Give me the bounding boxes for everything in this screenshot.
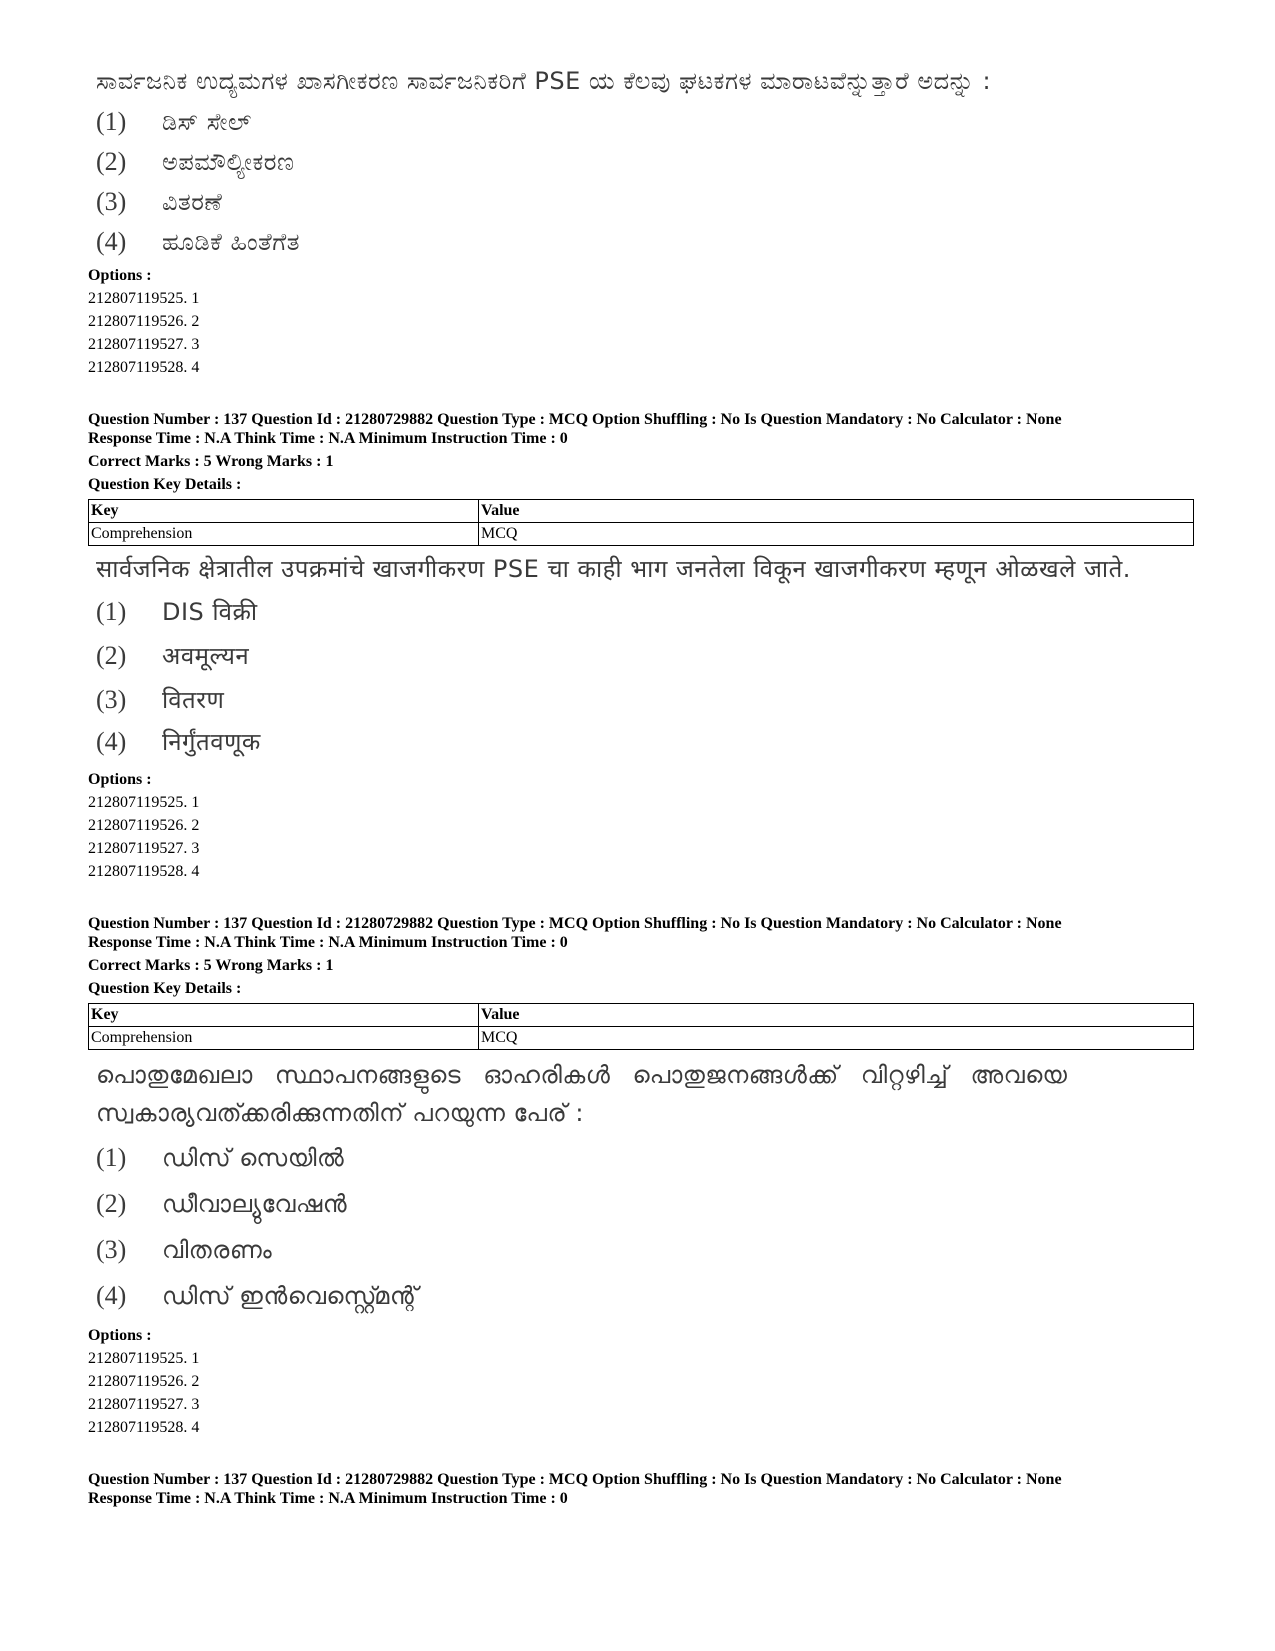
choice-text: ഡിസ് സെയിൽ — [162, 1144, 345, 1172]
choice-1 — [96, 102, 252, 142]
choice-number: (2) — [96, 147, 127, 176]
choice-number: (4) — [96, 1281, 127, 1310]
choice-text: अवमूल्यन — [162, 642, 250, 670]
choice-3 — [96, 1230, 272, 1270]
choice-text: ವಿತರಣೆ — [162, 188, 223, 216]
choice-text: वितरण — [162, 686, 225, 714]
choice-3 — [96, 182, 222, 222]
choice-text: വിതരണം — [162, 1236, 273, 1264]
choice-text: ಹೂಡಿಕೆ ಹಿಂತೆಗೆತ — [162, 228, 300, 256]
table-cell-value: MCQ — [479, 1027, 1194, 1050]
choice-number: (1) — [96, 1143, 127, 1172]
question-stem-kannada: ಸಾರ್ವಜನಿಕ ಉದ್ಯಮಗಳ ಖಾಸಗೀಕರಣ ಸಾರ್ವಜನಿಕರಿಗೆ PSE ಯ ಕೆಲವು ಘಟಕಗಳ ಮಾರಾಟವೆನ್ನುತ್ತಾರೆ ಅದನ್ನು : — [96, 67, 992, 95]
choice-number: (3) — [96, 1235, 127, 1264]
choice-text: ಅಪಮೌಲ್ಯೀಕರಣ — [162, 148, 295, 176]
choice-text: निर्गुंतवणूक — [162, 728, 261, 756]
key-value-table — [88, 499, 1194, 546]
choice-number: (3) — [96, 685, 127, 714]
key-details-label: Question Key Details : — [88, 476, 242, 493]
marks-line: Correct Marks : 5 Wrong Marks : 1 — [88, 957, 334, 974]
options-label: Options : — [88, 771, 152, 788]
option-id: 212807119527. 3 — [88, 1396, 200, 1413]
option-id: 212807119525. 1 — [88, 290, 200, 307]
choice-4 — [96, 722, 261, 762]
choice-number: (2) — [96, 1189, 127, 1218]
table-row — [89, 1027, 1194, 1050]
table-cell-key: Comprehension — [89, 1027, 479, 1050]
key-details-label: Question Key Details : — [88, 980, 242, 997]
table-cell-key: Comprehension — [89, 523, 479, 546]
choice-1 — [96, 592, 258, 632]
table-header-value: Value — [479, 1004, 1194, 1027]
marks-line: Correct Marks : 5 Wrong Marks : 1 — [88, 453, 334, 470]
choice-4 — [96, 1276, 419, 1316]
table-header-value: Value — [479, 500, 1194, 523]
question-timing-line: Response Time : N.A Think Time : N.A Minimum Instruction Time : 0 — [88, 430, 568, 447]
option-id: 212807119528. 4 — [88, 359, 200, 376]
option-id: 212807119525. 1 — [88, 794, 200, 811]
table-header-key: Key — [89, 500, 479, 523]
question-timing-line: Response Time : N.A Think Time : N.A Minimum Instruction Time : 0 — [88, 1490, 568, 1507]
choice-number: (1) — [96, 107, 127, 136]
choice-number: (4) — [96, 727, 127, 756]
table-cell-value: MCQ — [479, 523, 1194, 546]
table-header-key: Key — [89, 1004, 479, 1027]
choice-number: (3) — [96, 187, 127, 216]
choice-text: ഡീവാല്യുവേഷൻ — [162, 1190, 348, 1218]
key-value-table — [88, 1003, 1194, 1050]
table-header-row — [89, 500, 1194, 523]
option-id: 212807119527. 3 — [88, 840, 200, 857]
option-id: 212807119528. 4 — [88, 1419, 200, 1436]
question-timing-line: Response Time : N.A Think Time : N.A Minimum Instruction Time : 0 — [88, 934, 568, 951]
choice-number: (1) — [96, 597, 127, 626]
question-meta-line: Question Number : 137 Question Id : 21280729882 Question Type : MCQ Option Shuffling : No Is Question Mandatory : No Calculator : None — [88, 915, 1062, 932]
choice-2 — [96, 636, 249, 676]
question-meta-line: Question Number : 137 Question Id : 21280729882 Question Type : MCQ Option Shuffling : No Is Question Mandatory : No Calculator : None — [88, 1471, 1062, 1488]
option-id: 212807119525. 1 — [88, 1350, 200, 1367]
options-label: Options : — [88, 267, 152, 284]
choice-text: DIS विक्री — [162, 598, 258, 626]
question-stem-malayalam-line1: പൊതുമേഖലാ സ്ഥാപനങ്ങളുടെ ഓഹരികൾ പൊതുജനങ്ങൾക്ക് വിറ്റഴിച്ച് അവയെ — [96, 1061, 1068, 1089]
options-label: Options : — [88, 1327, 152, 1344]
option-id: 212807119526. 2 — [88, 313, 200, 330]
choice-1 — [96, 1138, 344, 1178]
choice-text: ഡിസ് ഇൻവെസ്റ്റ്മെന്റ് — [162, 1282, 419, 1310]
table-row — [89, 523, 1194, 546]
table-header-row — [89, 1004, 1194, 1027]
question-stem-marathi: सार्वजनिक क्षेत्रातील उपक्रमांचे खाजगीकरण PSE चा काही भाग जनतेला विकून खाजगीकरण म्हणून ओळखले जाते. — [96, 555, 1131, 583]
choice-3 — [96, 680, 224, 720]
option-id: 212807119526. 2 — [88, 817, 200, 834]
choice-number: (2) — [96, 641, 127, 670]
choice-2 — [96, 142, 294, 182]
option-id: 212807119527. 3 — [88, 336, 200, 353]
choice-2 — [96, 1184, 347, 1224]
choice-text: ಡಿಸ್ ಸೇಲ್ — [162, 108, 252, 136]
choice-number: (4) — [96, 227, 127, 256]
question-meta-line: Question Number : 137 Question Id : 21280729882 Question Type : MCQ Option Shuffling : No Is Question Mandatory : No Calculator : None — [88, 411, 1062, 428]
question-stem-malayalam-line2: സ്വകാര്യവത്ക്കരിക്കുന്നതിന് പറയുന്ന പേര് : — [96, 1099, 584, 1127]
option-id: 212807119526. 2 — [88, 1373, 200, 1390]
option-id: 212807119528. 4 — [88, 863, 200, 880]
choice-4 — [96, 222, 300, 262]
